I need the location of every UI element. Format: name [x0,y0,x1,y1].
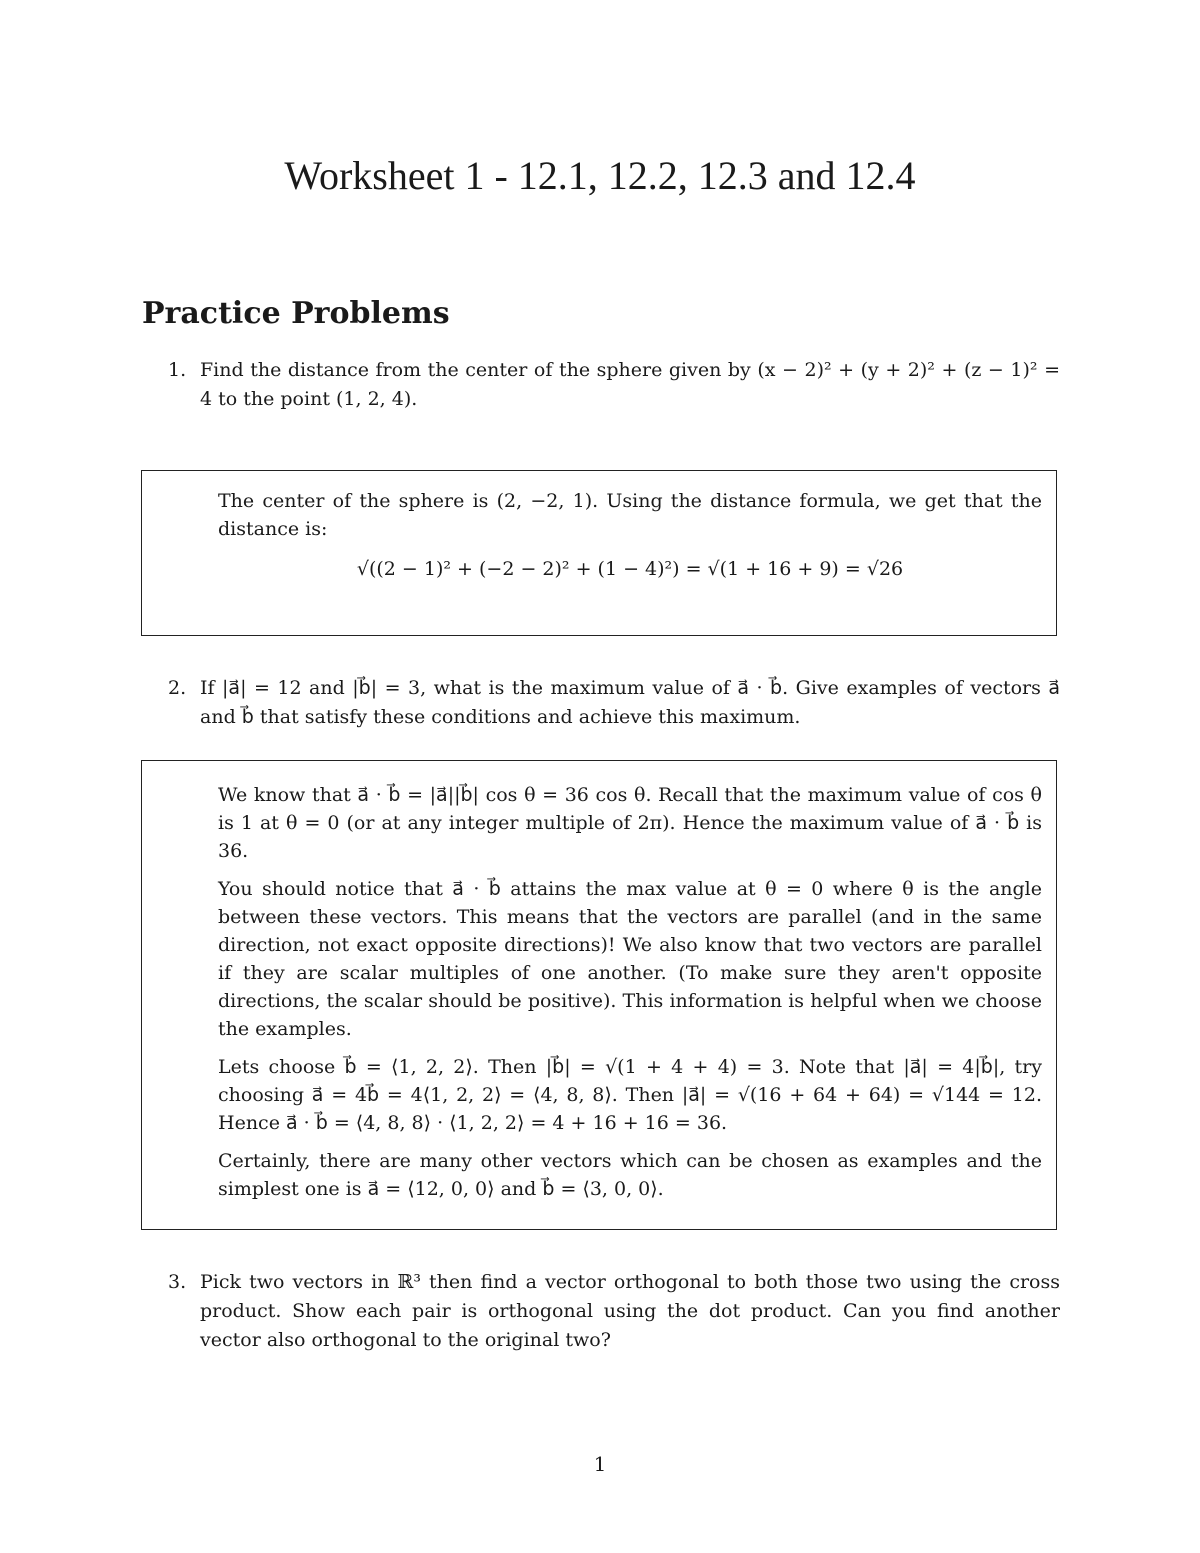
solution-paragraph: We know that a⃗ · b⃗ = |a⃗||b⃗| cos θ = 36 cos θ. Recall that the maximum value of cos θ is 1 at θ = 0 (or at any integer multiple of 2π). Hence the maximum value of a⃗ · b⃗ is 36. [218,784,1042,862]
solution-text: The center of the sphere is (2, −2, 1). Using the distance formula, we get that the distance is: [218,490,1042,540]
problem-3 [168,1268,1060,1355]
solution-paragraph: Certainly, there are many other vectors which can be chosen as examples and the simplest one is a⃗ = ⟨12, 0, 0⟩ and b⃗ = ⟨3, 0, 0⟩. [218,1150,1042,1200]
solution-box-1 [141,470,1057,636]
display-equation: √((2 − 1)² + (−2 − 2)² + (1 − 4)²) = √(1 + 16 + 9) = √26 [356,558,904,580]
problem-1 [168,356,1060,414]
solution-paragraph: Lets choose b⃗ = ⟨1, 2, 2⟩. Then |b⃗| = √(1 + 4 + 4) = 3. Note that |a⃗| = 4|b⃗|, try choosing a⃗ = 4b⃗ = 4⟨1, 2, 2⟩ = ⟨4, 8, 8⟩. Then |a⃗| = √(16 + 64 + 64) = √144 = 12. Hence a⃗ · b⃗ = ⟨4, 8, 8⟩ · ⟨1, 2, 2⟩ = 4 + 16 + 16 = 36. [218,1056,1042,1134]
problem-number: 1. [168,359,187,381]
problem-number: 3. [168,1271,187,1293]
solution-box-2 [141,760,1057,1230]
problem-2 [168,674,1060,732]
problem-number: 2. [168,677,187,699]
problem-text: Find the distance from the center of the sphere given by (x − 2)² + (y + 2)² + (z − 1)² = 4 to the point (1, 2, 4). [200,359,1060,410]
problem-text: Pick two vectors in ℝ³ then find a vector orthogonal to both those two using the cross product. Show each pair is orthogonal using the dot product. Can you find another vector also orthogonal to the original two? [200,1271,1060,1351]
section-heading: Practice Problems [142,296,450,331]
solution-paragraph: You should notice that a⃗ · b⃗ attains the max value at θ = 0 where θ is the angle between these vectors. This means that the vectors are parallel (and in the same direction, not exact opposite directions)! We also know that two vectors are parallel if they are scalar multiples of one another. (To make sure they aren't opposite directions, the scalar should be positive). This information is helpful when we choose the examples. [218,878,1042,1040]
page-number: 1 [593,1452,607,1476]
problem-text: If |a⃗| = 12 and |b⃗| = 3, what is the maximum value of a⃗ · b⃗. Give examples of vectors a⃗ and b⃗ that satisfy these conditions and achieve this maximum. [200,677,1060,728]
page-title: Worksheet 1 - 12.1, 12.2, 12.3 and 12.4 [284,153,916,198]
